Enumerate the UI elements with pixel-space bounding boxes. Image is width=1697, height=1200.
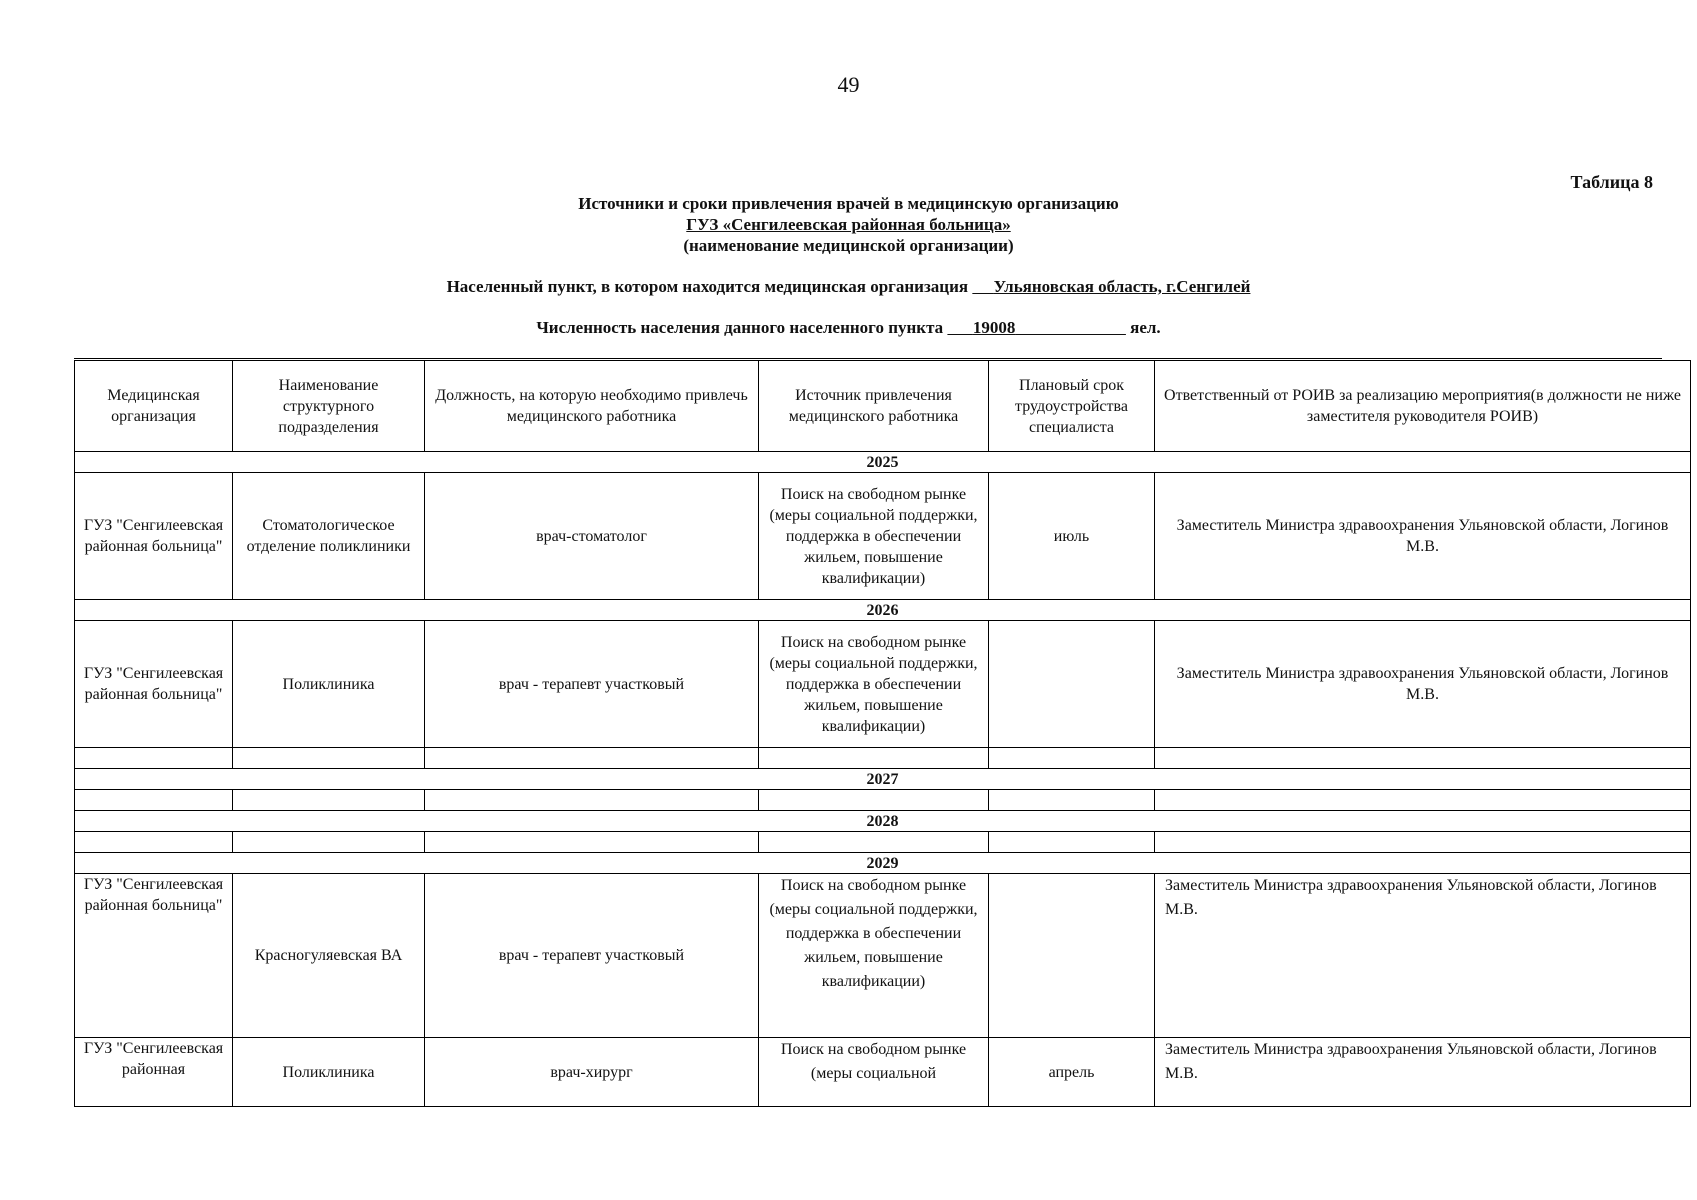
cell-responsible: Заместитель Министра здравоохранения Ульяновской области, Логинов М.В. [1155,1038,1691,1107]
cell-organization: ГУЗ "Сенгилеевская районная больница" [75,473,233,600]
settlement-label: Населенный пункт, в котором находится медицинская организация [446,277,969,296]
cell-organization: ГУЗ "Сенгилеевская районная больница" [75,621,233,748]
empty-row [75,790,1691,811]
year-row-2028 [75,811,1691,832]
cell-position: врач - терапевт участковый [425,621,759,748]
table-row [75,621,1691,748]
settlement-line [0,277,1697,297]
cell-responsible: Заместитель Министра здравоохранения Ульяновской области, Логинов М.В. [1155,473,1691,600]
cell-position: врач-хирург [425,1038,759,1107]
cell-unit: Стоматологическое отделение поликлиники [233,473,425,600]
table-row [75,1038,1691,1107]
year-row-2029 [75,853,1691,874]
year-row-2026 [75,600,1691,621]
population-unit: яел. [1130,318,1161,337]
year-label: 2028 [75,811,1691,832]
year-row-2025 [75,452,1691,473]
cell-term [989,874,1155,1038]
empty-row [75,832,1691,853]
page-number: 49 [837,72,860,97]
header-cell-organization: Медицинская организация [75,361,233,452]
settlement-value: Ульяновская область, г.Сенгилей [993,277,1251,296]
cell-source: Поиск на свободном рынке (меры социальной [759,1038,989,1107]
cell-organization: ГУЗ "Сенгилеевская районная больница" [75,874,233,1038]
population-blank-right [1015,318,1126,337]
population-line [0,318,1697,338]
header-cell-responsible: Ответственный от РОИВ за реализацию мероприятия(в должности не ниже заместителя руководителя РОИВ) [1155,361,1691,452]
year-label: 2029 [75,853,1691,874]
population-value: 19008 [972,318,1016,337]
year-label: 2026 [75,600,1691,621]
table-row [75,874,1691,1038]
header-cell-unit: Наименование структурного подразделения [233,361,425,452]
document-title: Источники и сроки привлечения врачей в медицинскую организацию [578,194,1119,213]
cell-unit: Красногуляевская ВА [233,874,425,1038]
header-row [75,361,1691,452]
cell-term: июль [989,473,1155,600]
organization-name: ГУЗ «Сенгилеевская районная больница» [686,215,1011,234]
cell-term [989,621,1155,748]
cell-source: Поиск на свободном рынке (меры социальной поддержки, поддержка в обеспечении жильем, повышение квалификации) [759,874,989,1038]
header-cell-term: Плановый срок трудоустройства специалиста [989,361,1155,452]
cell-unit: Поликлиника [233,621,425,748]
cell-responsible: Заместитель Министра здравоохранения Ульяновской области, Логинов М.В. [1155,874,1691,1038]
year-row-2027 [75,769,1691,790]
cell-unit: Поликлиника [233,1038,425,1107]
cell-organization: ГУЗ "Сенгилеевская районная [75,1038,233,1107]
settlement-blank [972,277,993,296]
cell-source: Поиск на свободном рынке (меры социальной поддержки, поддержка в обеспечении жильем, повышение квалификации) [759,621,989,748]
population-label: Численность населения данного населенного пункта [536,318,944,337]
population-blank-left [947,318,973,337]
title-block [0,193,1697,256]
header-cell-source: Источник привлечения медицинского работника [759,361,989,452]
cell-source: Поиск на свободном рынке (меры социальной поддержки, поддержка в обеспечении жильем, повышение квалификации) [759,473,989,600]
cell-term: апрель [989,1038,1155,1107]
top-rule [74,358,1662,359]
header-cell-position: Должность, на которую необходимо привлечь медицинского работника [425,361,759,452]
cell-position: врач-стоматолог [425,473,759,600]
year-label: 2025 [75,452,1691,473]
organization-caption: (наименование медицинской организации) [683,236,1014,255]
year-label: 2027 [75,769,1691,790]
empty-row [75,748,1691,769]
cell-responsible: Заместитель Министра здравоохранения Ульяновской области, Логинов М.В. [1155,621,1691,748]
cell-position: врач - терапевт участковый [425,874,759,1038]
recruitment-table [74,360,1691,1107]
table-row [75,473,1691,600]
table-label: Таблица 8 [1570,172,1653,192]
